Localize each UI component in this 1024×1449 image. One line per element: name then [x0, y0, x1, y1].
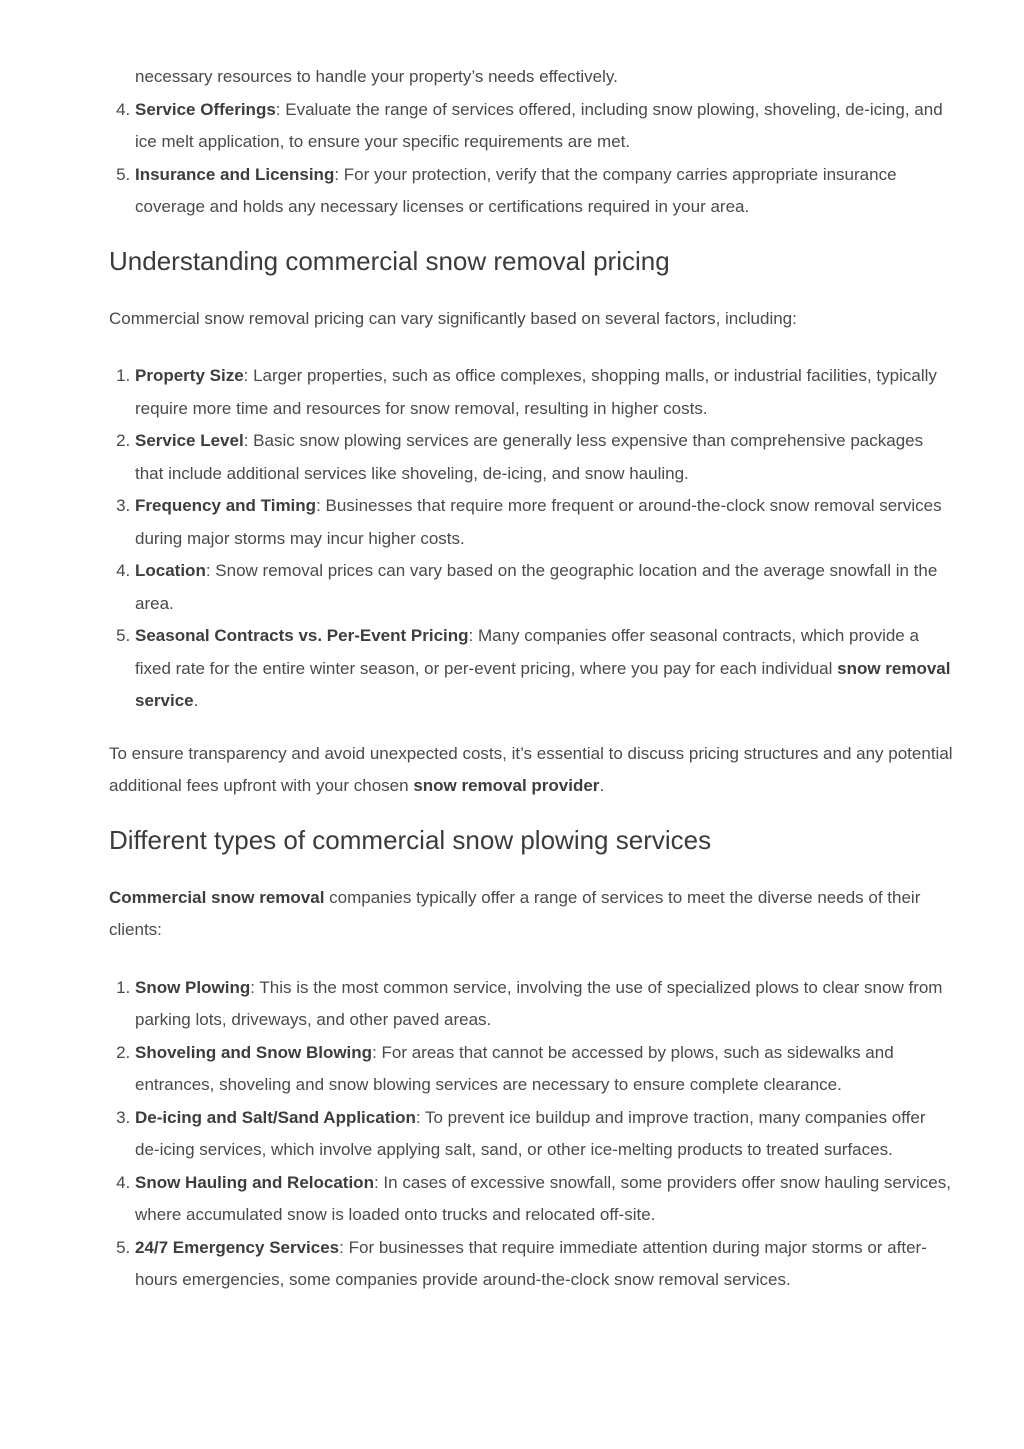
list-item-continuation: necessary resources to handle your property’s needs effectively. [135, 67, 618, 86]
paragraph-text: To ensure transparency and avoid unexpected costs, it’s essential to discuss pricing structures and any potential additional fees upfront with your chosen [109, 743, 953, 795]
list-item [135, 1037, 954, 1102]
list-item [135, 555, 954, 620]
paragraph-text-end: . [599, 776, 605, 795]
list-item-term: Insurance and Licensing [135, 164, 335, 184]
list-item-term: Snow Plowing [135, 977, 251, 997]
list-item-term: Service Offerings [135, 99, 276, 119]
list-item [135, 490, 954, 555]
list-item [135, 360, 954, 425]
list-item-term: Snow Hauling and Relocation [135, 1172, 374, 1192]
bold-keyword: Commercial snow removal [109, 887, 325, 907]
list-item-term: 24/7 Emergency Services [135, 1237, 340, 1257]
list-item-text: : For businesses that require immediate attention during major storms or after-hours emergencies, some companies provide around-the-clock snow removal services. [135, 1237, 927, 1289]
services-intro [109, 882, 954, 947]
list-item-term: Frequency and Timing [135, 496, 317, 515]
selection-criteria-list [109, 94, 954, 224]
list-item-term: De-icing and Salt/Sand Application [135, 1107, 416, 1127]
pricing-closing-paragraph [109, 738, 954, 803]
bold-keyword: snow removal provider [413, 776, 600, 795]
list-item [135, 1102, 954, 1167]
list-item-text: : To prevent ice buildup and improve traction, many companies offer de-icing services, which involve applying salt, sand, or other ice-melting products to treated surfaces. [135, 1107, 926, 1159]
section-heading-services: Different types of commercial snow plowing services [109, 824, 712, 855]
list-item [135, 1232, 954, 1297]
list-item-text: : Snow removal prices can vary based on the geographic location and the average snowfall in the area. [135, 561, 938, 613]
list-item-term: Shoveling and Snow Blowing [135, 1042, 373, 1062]
list-item-text-end: . [193, 691, 199, 710]
list-item-text: : Businesses that require more frequent or around-the-clock snow removal services during major storms may incur higher costs. [135, 496, 942, 548]
paragraph-text: companies typically offer a range of services to meet the diverse needs of their clients: [109, 887, 921, 939]
section-heading-pricing: Understanding commercial snow removal pricing [109, 245, 670, 276]
list-item-text: : Basic snow plowing services are generally less expensive than comprehensive packages that include additional services like shoveling, de-icing, and snow hauling. [135, 431, 924, 483]
services-list [109, 972, 954, 1297]
list-item [135, 1167, 954, 1232]
list-item-text: : For your protection, verify that the company carries appropriate insurance coverage and holds any necessary licenses or certifications required in your area. [135, 164, 897, 216]
list-item-term: Service Level [135, 431, 244, 450]
list-item-text: : In cases of excessive snowfall, some providers offer snow hauling services, where accumulated snow is loaded onto trucks and relocated off-site. [135, 1172, 951, 1224]
pricing-intro: Commercial snow removal pricing can vary significantly based on several factors, including: [109, 308, 797, 328]
list-item [135, 94, 954, 159]
pricing-factors-list [109, 360, 954, 718]
list-item-term: Property Size [135, 366, 244, 385]
list-item-text: : Larger properties, such as office complexes, shopping malls, or industrial facilities, typically require more time and resources for snow removal, resulting in higher costs. [135, 366, 937, 418]
list-item [135, 972, 954, 1037]
article-body [109, 61, 954, 1297]
list-item-text: : This is the most common service, involving the use of specialized plows to clear snow from parking lots, driveways, and other paved areas. [135, 977, 943, 1029]
list-item [135, 620, 954, 718]
list-item-text: : For areas that cannot be accessed by plows, such as sidewalks and entrances, shoveling and snow blowing services are necessary to ensure complete clearance. [135, 1042, 894, 1094]
list-item-term: Seasonal Contracts vs. Per-Event Pricing [135, 626, 469, 645]
bold-keyword: snow removal service [135, 658, 951, 710]
list-item [135, 159, 954, 224]
list-item-text: : Evaluate the range of services offered, including snow plowing, shoveling, de-icing, and ice melt application, to ensure your specific requirements are met. [135, 99, 943, 151]
list-item-term: Location [135, 561, 206, 580]
list-item [135, 425, 954, 490]
list-item-text: : Many companies offer seasonal contracts, which provide a fixed rate for the entire winter season, or per-event pricing, where you pay for each individual [135, 626, 919, 678]
